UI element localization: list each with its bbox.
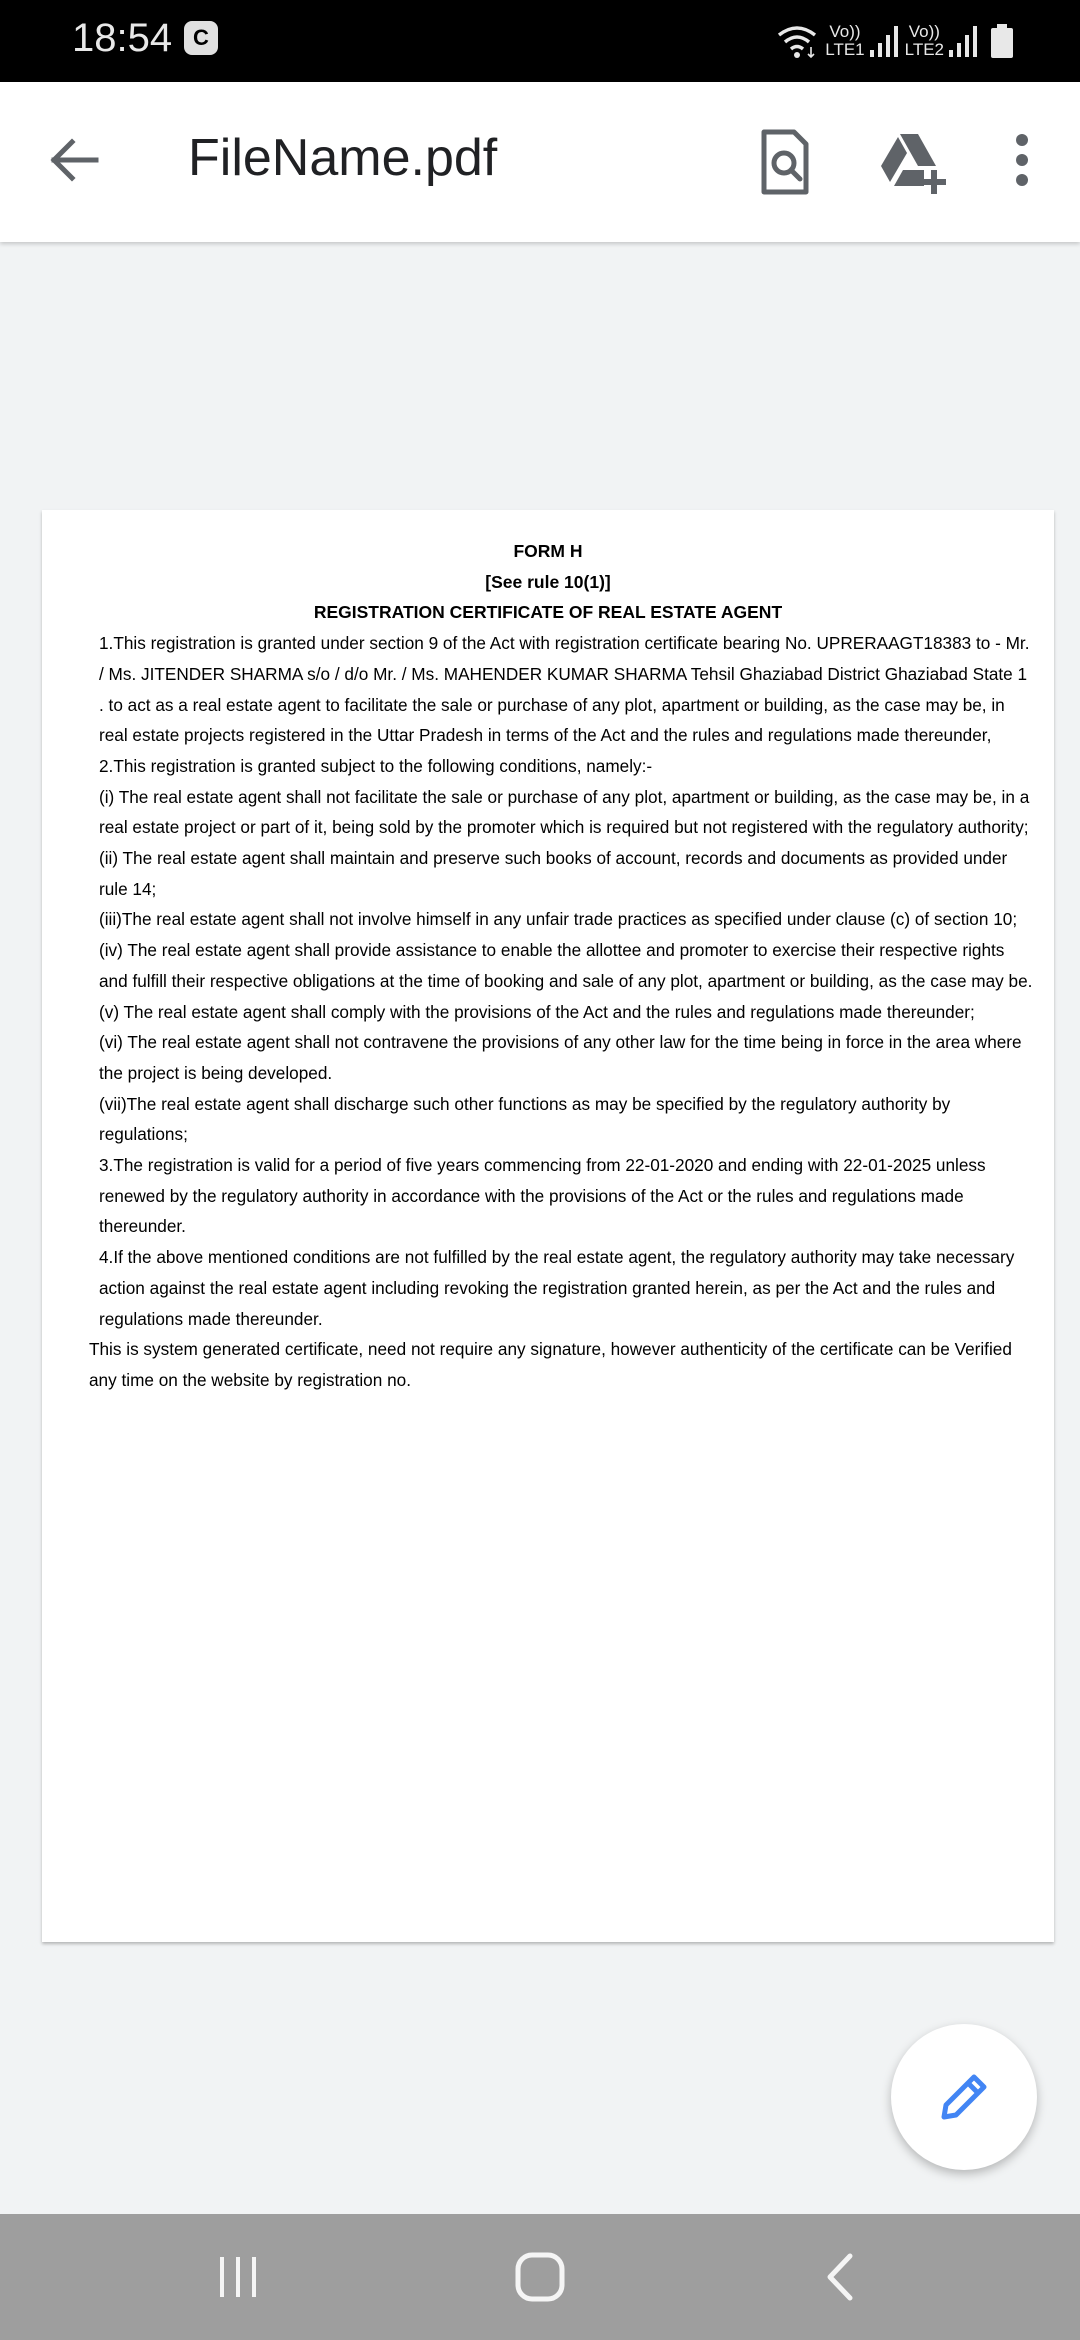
system-navigation-bar [0, 2214, 1080, 2340]
home-icon [505, 2244, 575, 2310]
arrow-left-icon [34, 120, 114, 200]
recent-apps-icon [203, 2244, 273, 2310]
clause-1: 1.This registration is granted under section 9 of the Act with registration certificate bearing No. UPRERAAGT18383 to - Mr. / Ms. JITENDER SHARMA s/o / d/o Mr. / Ms. MAHENDER KUMAR SHARMA Tehsil Ghaziabad District Ghaziabad State 1 . to act as a real estate agent to facilitate the sale or purchase of any plot, apartment or building, as the case may be, in real estate projects registered in the Uttar Pradesh in terms of the Act and the rules and regulations made thereunder, [99, 633, 1030, 746]
find-in-document-icon [742, 120, 826, 204]
signal-strength-icon [869, 24, 899, 58]
nav-back-button[interactable] [806, 2244, 876, 2310]
app-toolbar [0, 82, 1080, 242]
sim2-network: LTE2 [904, 40, 944, 59]
clause-2: 2.This registration is granted subject to the following conditions, namely:- [99, 755, 653, 776]
system-generated-note: This is system generated certificate, need not require any signature, however authenticity of the certificate can be Verified any time on the website by registration no. [89, 1339, 1012, 1390]
wifi-icon [775, 23, 819, 59]
sim2-voice: Vo)) [908, 22, 940, 41]
chevron-left-icon [806, 2244, 876, 2310]
form-rule-reference: [See rule 10(1)] [485, 571, 611, 592]
document-title: FileName.pdf [188, 129, 498, 187]
sim1-voice: Vo)) [829, 22, 861, 41]
home-button[interactable] [505, 2244, 575, 2310]
condition-iv: (iv) The real estate agent shall provide assistance to enable the allottee and promoter to exercise their respective rights and fulfill their respective obligations at the time of booking and sale of any plot, apartment or building, as the case may be. [99, 940, 1033, 991]
form-title: FORM H [513, 541, 583, 561]
more-options-button[interactable] [980, 120, 1064, 204]
condition-v: (v) The real estate agent shall comply with the provisions of the Act and the rules and regulations made thereunder; [99, 1001, 975, 1022]
certificate-heading: REGISTRATION CERTIFICATE OF REAL ESTATE AGENT [313, 602, 783, 623]
sim2-network-label [905, 23, 944, 59]
find-in-document-button[interactable] [742, 120, 826, 204]
notification-app-icon: C [184, 21, 218, 55]
more-vert-icon [980, 120, 1064, 204]
add-to-drive-button[interactable] [870, 120, 954, 204]
status-bar [0, 0, 1080, 82]
pencil-icon [932, 2065, 996, 2129]
condition-vii: (vii)The real estate agent shall discharge such other functions as may be specified by the regulatory authority by regulations; [99, 1093, 951, 1145]
pdf-page[interactable] [42, 510, 1054, 1942]
sim1-network: LTE1 [825, 40, 865, 59]
clause-4: 4.If the above mentioned conditions are not fulfilled by the real estate agent, the regulatory authority may take necessary action against the real estate agent including revoking the registration granted herein, as per the Act and the rules and regulations made thereunder. [99, 1247, 1015, 1329]
condition-iii: (iii)The real estate agent shall not involve himself in any unfair trade practices as specified under clause (c) of section 10; [99, 909, 1018, 930]
clause-3: 3.The registration is valid for a period of five years commencing from 22-01-2020 and ending with 22-01-2025 unless renewed by the regulatory authority in accordance with the provisions of the Act or the rules and regulations made thereunder. [99, 1155, 986, 1237]
add-to-drive-icon [870, 120, 954, 204]
sim1-network-label [825, 23, 864, 59]
signal-strength-icon [948, 24, 978, 58]
edit-fab-button[interactable] [891, 2024, 1037, 2170]
back-button[interactable] [34, 120, 114, 200]
recent-apps-button[interactable] [203, 2244, 273, 2310]
battery-icon [988, 23, 1016, 59]
status-indicators [775, 16, 1016, 66]
condition-i: (i) The real estate agent shall not facilitate the sale or purchase of any plot, apartment or building, as the case may be, in a real estate project or part of it, being sold by the promoter which is required but not registered with the regulatory authority; [99, 786, 1030, 838]
status-time: 18:54 [72, 16, 173, 60]
condition-vi: (vi) The real estate agent shall not contravene the provisions of any other law for the time being in force in the area where the project is being developed. [99, 1032, 1022, 1083]
condition-ii: (ii) The real estate agent shall maintain and preserve such books of account, records and documents as provided under rule 14; [99, 848, 1008, 899]
